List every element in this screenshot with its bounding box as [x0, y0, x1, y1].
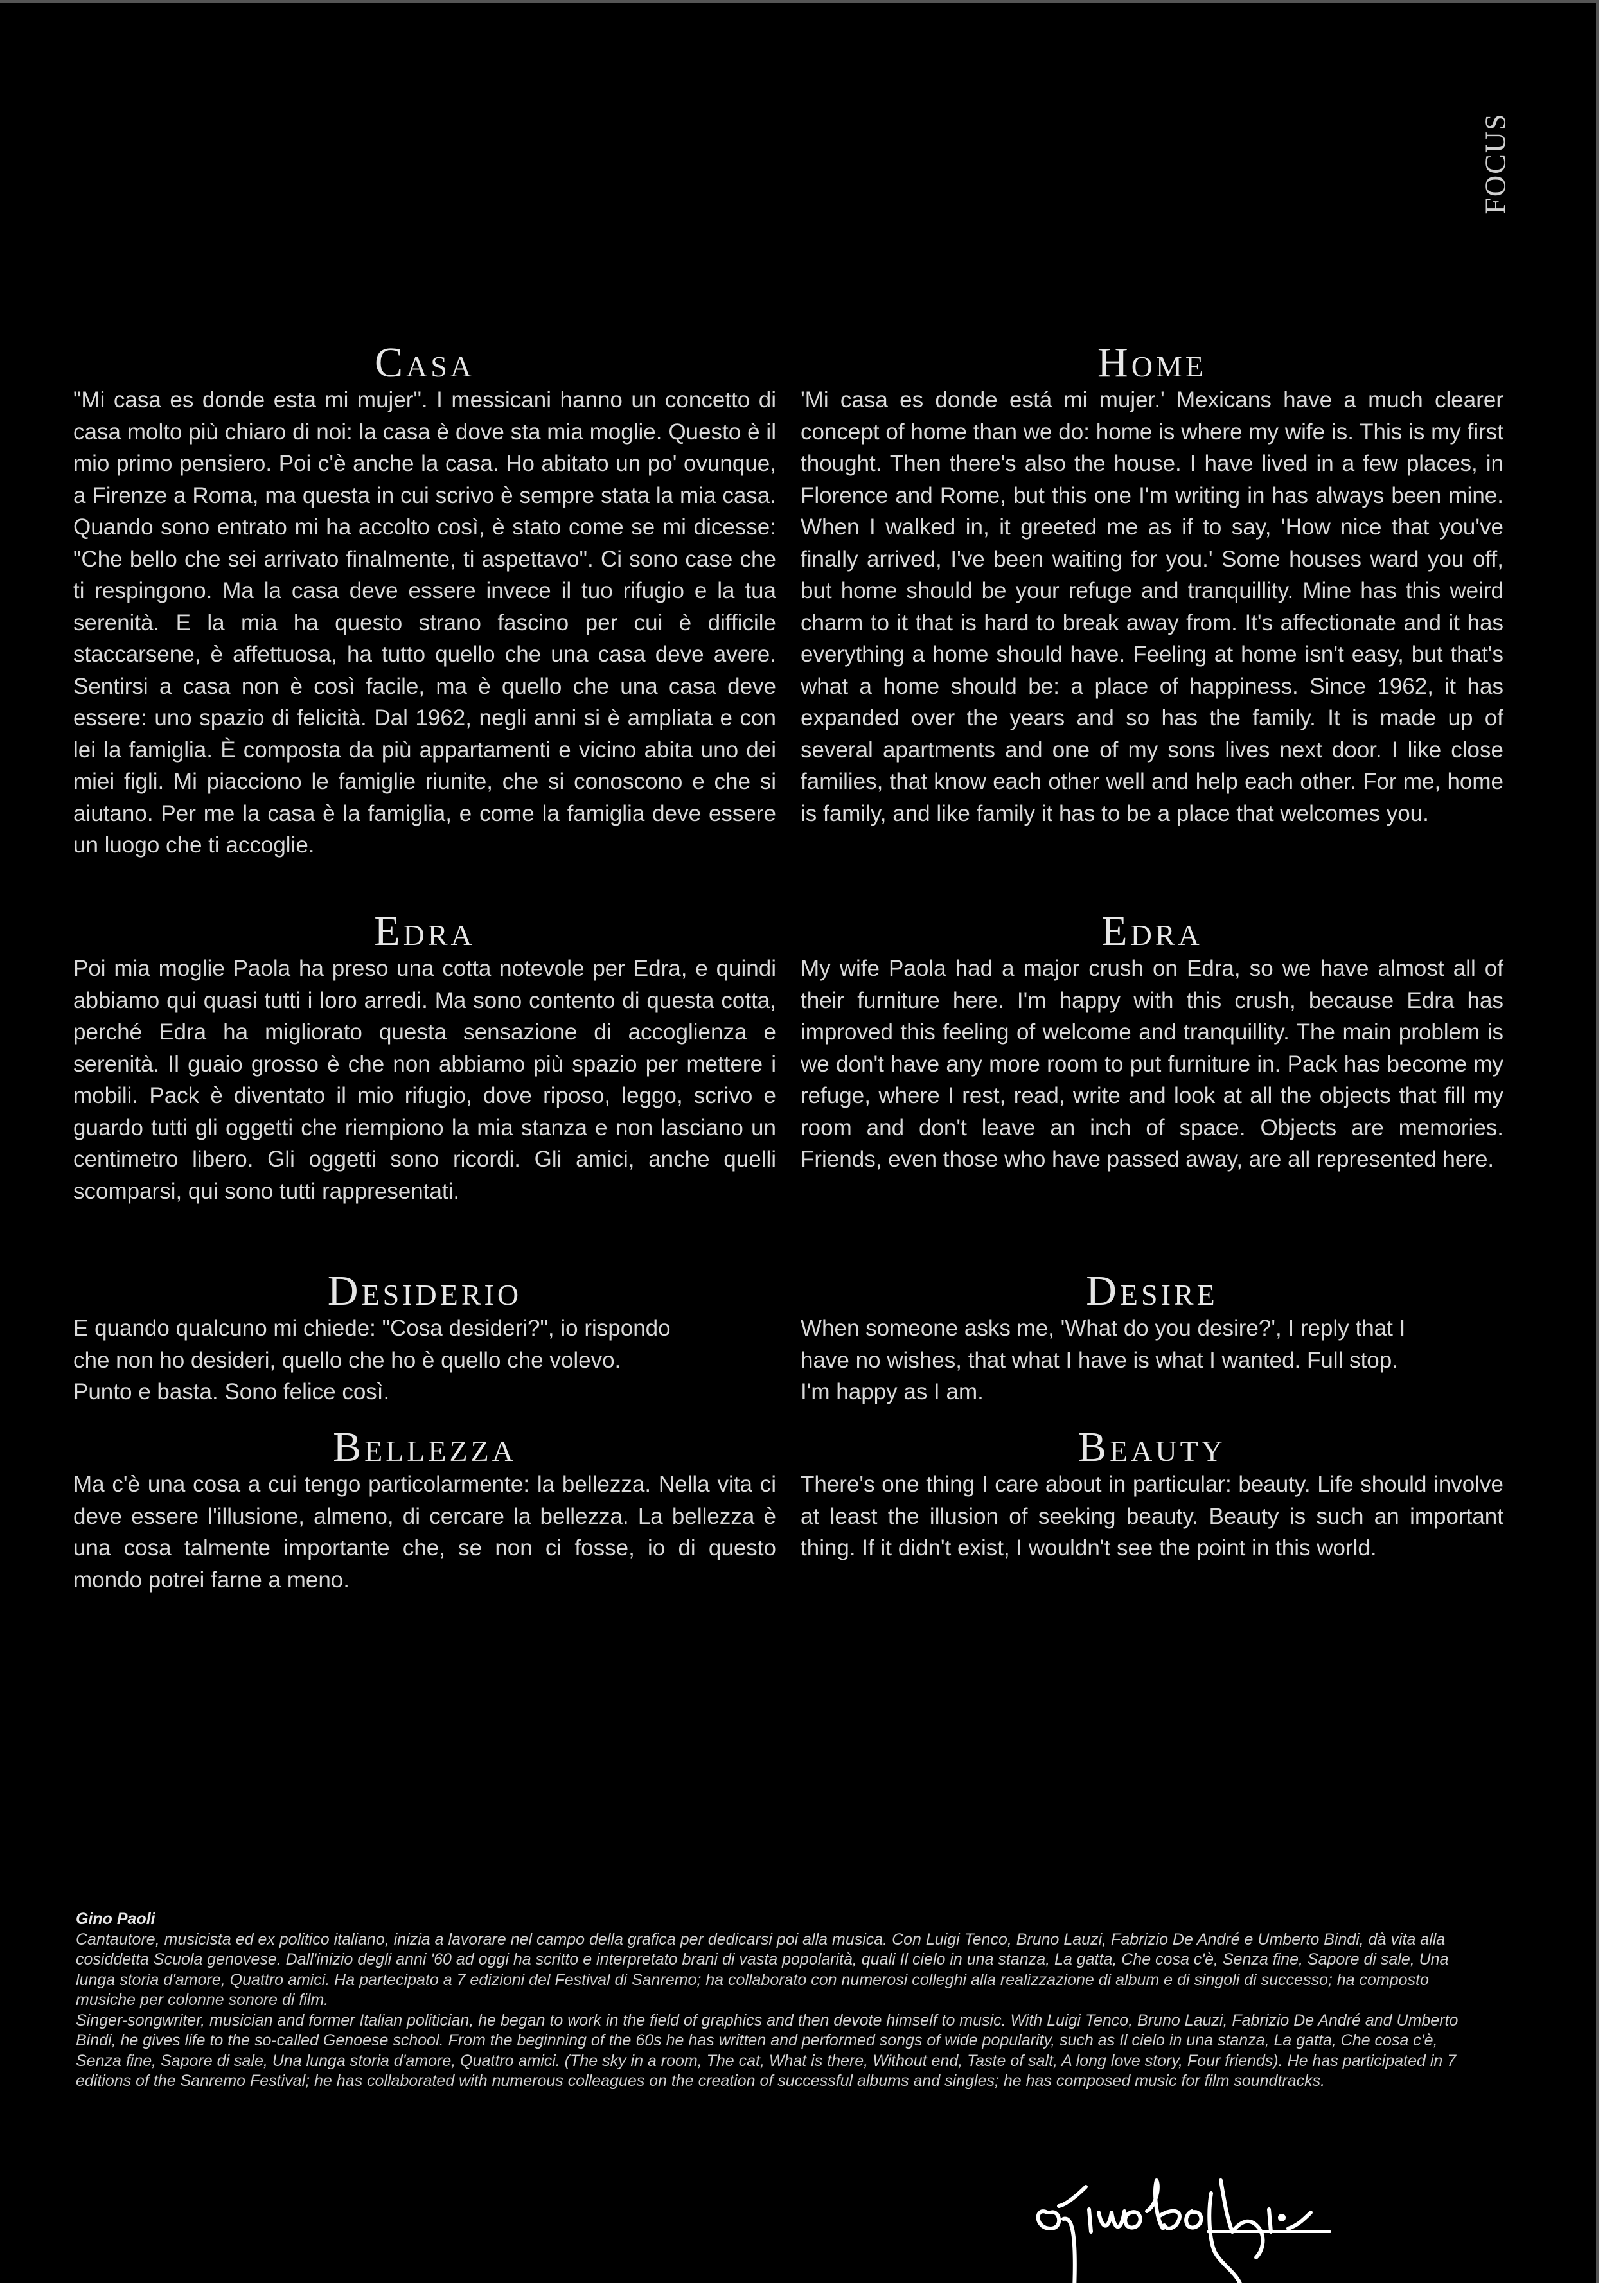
paragraph-edra-it: Poi mia moglie Paola ha preso una cotta notevole per Edra, e quindi abbiamo qui quasi tutti i loro arredi. Ma sono contento di questa cotta, perché Edra ha migliorato questa sensazione di accoglienza e serenità. Il guaio grosso è che non abbiamo più spazio per mettere i mobili. Pack è diventato il mio rifugio, dove riposo, leggo, scrivo e guardo tutti gli oggetti che riempiono la mia stanza e non lasciano un centimetro libero. Gli oggetti sono ricordi. Gli amici, anche quelli scomparsi, qui sono tutti rappresentati. — [73, 956, 776, 1204]
section-bellezza — [73, 1426, 776, 1596]
author-bio — [76, 1909, 1483, 2092]
paragraph-bellezza: Ma c'è una cosa a cui tengo particolarmente: la bellezza. Nella vita ci deve essere l'illusione, almeno, di cercare la bellezza. La bellezza è una cosa talmente importante che, se non ci fosse, io di questo mondo potrei farne a meno. — [73, 1472, 776, 1593]
signature — [1028, 2168, 1336, 2296]
section-home — [801, 339, 1503, 829]
bio-english: Singer-songwriter, musician and former Italian politician, he began to work in the field of graphics and then devote himself to music. With Luigi Tenco, Bruno Lauzi, Fabrizio De André and Umberto Bindi, he gives life to the so-called Genoese school. From the beginning of the 60s he has written and performed songs of wide popularity, such as Il cielo in una stanza, La gatta, Che cosa c'è, Senza fine, Sapore di sale, Una lunga storia d'amore, Quattro amici. (The sky in a room, The cat, What is there, Without end, Taste of salt, A long love story, Four friends). He has participated in 7 editions of the Sanremo Festival; he has collaborated with numerous colleagues on the creation of successful albums and singles; he has composed music for film soundtracks. — [76, 2011, 1459, 2090]
section-casa — [73, 339, 776, 861]
heading-home: Home — [1097, 339, 1207, 386]
paragraph-beauty: There's one thing I care about in particular: beauty. Life should involve at least the illusion of seeking beauty. Beauty is such an important thing. If it didn't exist, I wouldn't see the point in this world. — [801, 1472, 1503, 1560]
bio-italian: Cantautore, musicista ed ex politico italiano, inizia a lavorare nel campo della grafica per dedicarsi poi alla musica. Con Luigi Tenco, Bruno Lauzi, Fabrizio De André e Umberto Bindi, dà vita alla cosiddetta Scuola genovese. Dall'inizio degli anni '60 ad oggi ha scritto e interpretato brani di vasta popolarità, quali Il cielo in una stanza, La gatta, Che cosa c'è, Senza fine, Sapore di sale, Una lunga storia d'amore, Quattro amici. Ha partecipato a 7 edizioni del Festival di Sanremo; ha collaborato con numerosi colleghi alla realizzazione di album e di singoli di successo; ha composto musiche per colonne sonore di film. — [76, 1930, 1449, 2009]
desiderio-line-2: che non ho desideri, quello che ho è quello che volevo. — [73, 1347, 621, 1373]
desire-line-2: have no wishes, that what I have is what I wanted. Full stop. — [801, 1347, 1398, 1373]
paragraph-edra-en: My wife Paola had a major crush on Edra, so we have almost all of their furniture here. I'm happy with this crush, because Edra has improved this feeling of welcome and tranquillity. The main problem is we don't have any more room to put furniture in. Pack has become my refuge, where I rest, read, write and look at all the objects that fill my room and don't leave an inch of space. Objects are memories. Friends, even those who have passed away, are all represented here. — [801, 956, 1503, 1172]
paragraph-home: 'Mi casa es donde está mi mujer.' Mexicans have a much clearer concept of home than we do: home is where my wife is. This is my first thought. Then there's also the house. I have lived in a few places, in Florence and Rome, but this one I'm writing in has always been mine. When I walked in, it greeted me as if to say, 'How nice that you've finally arrived, I've been waiting for you.' Some houses ward you off, but home should be your refuge and tranquillity. Mine has this weird charm to it that is hard to break away from. It's affectionate and it has everything a home should have. Feeling at home isn't easy, but that's what a home should be: a place of happiness. Since 1962, it has expanded over the years and so has the family. It is made up of several apartments and one of my sons lives next door. I like close families, that know each other well and help each other. For me, home is family, and like family it has to be a place that welcomes you. — [801, 387, 1503, 826]
heading-edra-it: Edra — [374, 908, 475, 955]
heading-edra-en: Edra — [1101, 908, 1203, 955]
desire-line-1: When someone asks me, 'What do you desire?', I reply that I — [801, 1316, 1406, 1341]
heading-beauty: Beauty — [1078, 1424, 1226, 1470]
heading-desiderio: Desiderio — [327, 1267, 522, 1314]
bio-name: Gino Paoli — [76, 1910, 155, 1928]
section-beauty — [801, 1426, 1503, 1564]
section-tag — [1453, 99, 1537, 227]
heading-casa: Casa — [374, 339, 475, 386]
desiderio-line-1: E quando qualcuno mi chiede: "Cosa desideri?", io rispondo — [73, 1316, 671, 1341]
section-desiderio — [73, 1267, 776, 1408]
paragraph-casa: "Mi casa es donde esta mi mujer". I messicani hanno un concetto di casa molto più chiaro di noi: la casa è dove sta mia moglie. Questo è il mio primo pensiero. Poi c'è anche la casa. Ho abitato un po' ovunque, a Firenze a Roma, ma questa in cui scrivo è sempre stata la mia casa. Quando sono entrato mi ha accolto così, è stato come se mi dicesse: "Che bello che sei arrivato finalmente, ti aspettavo". Ci sono case che ti respingono. Ma la casa deve essere invece il tuo rifugio e la tua serenità. E la mia ha questo strano fascino per cui è difficile staccarsene, è affettuosa, ha tutto quello che una casa deve avere. Sentirsi a casa non è così facile, ma è quello che una casa deve essere: uno spazio di felicità. Dal 1962, negli anni si è ampliata e con lei la famiglia. È composta da più appartamenti e vicino abita uno dei miei figli. Mi piacciono le famiglie riunite, che si conoscono e che si aiutano. Per me la casa è la famiglia, e come la famiglia deve essere un luogo che ti accoglie. — [73, 387, 776, 858]
heading-desire: Desire — [1086, 1267, 1218, 1314]
section-edra-it — [73, 910, 776, 1207]
desire-line-3: I'm happy as I am. — [801, 1379, 984, 1404]
section-desire — [801, 1267, 1503, 1408]
section-tag-label: FOCUS — [1478, 112, 1512, 215]
section-edra-en — [801, 910, 1503, 1176]
heading-bellezza: Bellezza — [333, 1424, 517, 1470]
desiderio-line-3: Punto e basta. Sono felice così. — [73, 1379, 390, 1404]
